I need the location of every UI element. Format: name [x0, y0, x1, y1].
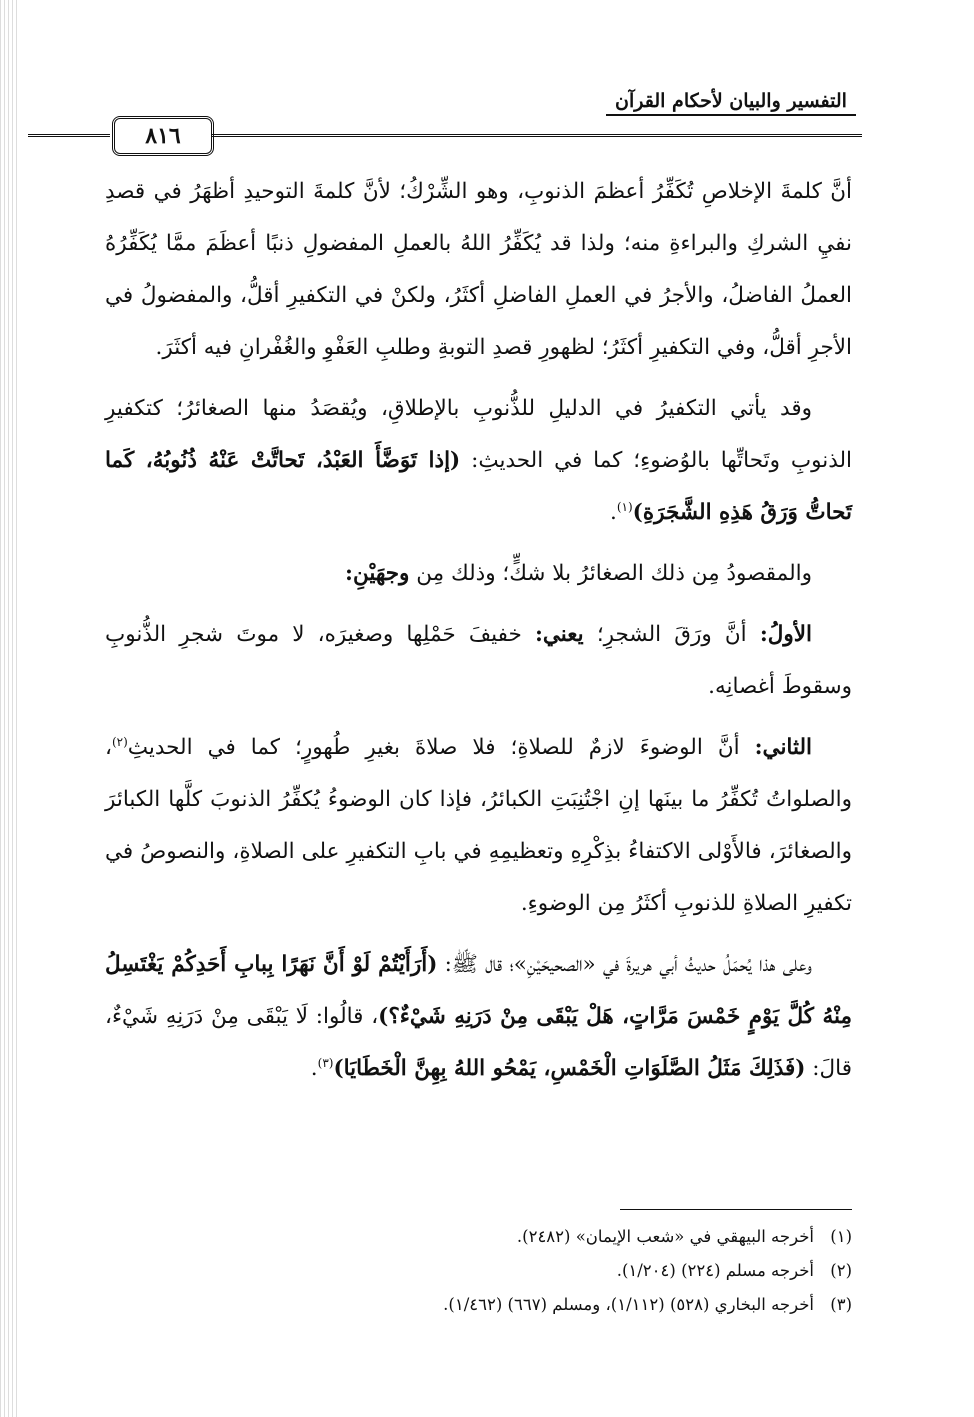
paragraph-5: [105, 722, 852, 930]
paragraph-2-end: .: [610, 500, 617, 525]
paragraph-3-bold: وجهَيْنِ:: [345, 561, 410, 586]
footnote-3: [105, 1288, 852, 1322]
page-number: ٨١٦: [112, 116, 214, 156]
paragraph-3: [105, 548, 852, 600]
footnotes: [105, 1220, 852, 1322]
footnote-ref-3[interactable]: (٣): [317, 1055, 334, 1070]
paragraph-6: [105, 939, 852, 1095]
header-rule-right: [212, 134, 862, 137]
hadith-quote-wudu: (إذا تَوَضَّأَ العَبْدُ، تَحاتَّتْ عَنْهُ ذُنُوبُهُ، كَما تَحاتُّ وَرَقُ هَذِهِ الشَّجَرَةِ): [105, 448, 852, 525]
paragraph-4-text-b: خفيفَ حَمْلِها وصغيرَه، لا موتَ شجرِ الذُّنوبِ وسقوطَ أغصانِه.: [105, 622, 852, 699]
paragraph-4-text-a: أنَّ ورَقَ الشجرِ؛: [583, 622, 760, 647]
page-header: [0, 88, 974, 158]
paragraph-6-text: وعلى هذا يُحمَلُ حديثُ أبي هريرةَ في «الصحيحَيْنِ»؛ قال ﷺ:: [437, 952, 812, 977]
yani-label: يعني:: [534, 622, 584, 647]
footnote-3-text: أخرجه البخاري (٥٢٨) (١/١١٢)، ومسلم (٦٦٧) (١/٤٦٢).: [443, 1295, 814, 1314]
paragraph-4: [105, 609, 852, 713]
footnote-1-number: (١): [830, 1227, 852, 1246]
footnote-2: [105, 1254, 852, 1288]
paragraph-3-text: والمقصودُ مِن ذلك الصغائرُ بلا شكٍّ؛ وذلك مِن: [409, 561, 812, 586]
paragraph-2: [105, 383, 852, 539]
footnote-2-text: أخرجه مسلم (٢٢٤) (١/٢٠٤).: [616, 1261, 814, 1280]
paragraph-5-text-b: ، والصلواتُ تُكفِّرُ ما بينَها إنِ اجْتُنِبَتِ الكبائرُ، فإذا كان الوضوءُ يُكفِّرُ الذنوبَ كلَّها الكبائرَ والصغائرَ، فالأَوْلى الاكتفاءُ بذِكْرِهِ وتعظيمِهِ في بابِ التكفيرِ على الصلاةِ، والنصوصُ في تكفيرِ الصلاةِ للذنوبِ أكثَرُ مِن الوضوءِ.: [105, 735, 852, 916]
footnote-ref-1[interactable]: (١): [616, 499, 633, 514]
footnote-ref-2[interactable]: (٢): [111, 734, 128, 749]
main-text: [105, 166, 852, 1104]
footnote-2-number: (٢): [830, 1261, 852, 1280]
hadith-quote-river: (أَرَأَيْتُمْ لَوْ أَنَّ نَهَرًا بِبابِ أَحَدِكُمْ يَغْتَسِلُ مِنْهُ كُلَّ يَوْمٍ خَمْسَ مَرَّاتٍ، هَلْ يَبْقَى مِنْ دَرَنِهِ شَيْءٌ؟): [105, 952, 852, 1029]
paragraph-6-mid: ، قالُوا: لَا يَبْقَى مِنْ دَرَنِهِ شَيْءٌ، قالَ:: [105, 1004, 852, 1081]
footnote-1-text: أخرجه البيهقي في «شعب الإيمان» (٢٤٨٢).: [516, 1227, 814, 1246]
paragraph-5-text-a: أنَّ الوضوءَ لازمٌ للصلاةِ؛ فلا صلاةَ بغيرِ طُهورٍ؛ كما في الحديثِ: [127, 735, 755, 760]
hadith-quote-prayers: (فَذَلِكَ مَثَلُ الصَّلَوَاتِ الْخَمْسِ، يَمْحُو اللهُ بِهِنَّ الْخَطَايَا): [333, 1056, 806, 1081]
point-2-label: الثاني:: [754, 735, 812, 760]
footnote-separator: [620, 1209, 852, 1210]
paragraph-2-text: وقد يأتي التكفيرُ في الدليلِ للذُّنوبِ بالإطلاقِ، ويُقصَدُ منها الصغائرُ؛ كتكفيرِ الذنوبِ وتَحاتِّها بالوُضوءِ؛ كما في الحديثِ:: [105, 396, 852, 473]
footnote-3-number: (٣): [830, 1295, 852, 1314]
page-edge-scan-texture: [0, 0, 18, 1417]
book-title: التفسير والبيان لأحكام القرآن: [606, 90, 856, 116]
paragraph-6-end: .: [310, 1056, 318, 1081]
paragraph-1: أنَّ كلمةَ الإخلاصِ تُكَفِّرُ أعظمَ الذنوبِ، وهو الشِّرْكُ؛ لأنَّ كلمةَ التوحيدِ أظهَرُ في قصدِ نفيِ الشركِ والبراءةِ منه؛ ولذا قد يُكَفِّرُ اللهُ بالعملِ المفضولِ ذنبًا أعظَمَ ممَّا يُكَفِّرُهُ العملُ الفاضلُ، والأجرُ في العملِ الفاضلِ أكثَرُ، ولكنْ في التكفيرِ أقلُّ، والمفضولُ في الأجرِ أقلُّ، وفي التكفيرِ أكثَرُ؛ لظهورِ قصدِ التوبةِ وطلبِ العَفْوِ والغُفْرانِ فيه أكثَرَ.: [105, 179, 852, 360]
header-rule-left: [28, 134, 110, 137]
point-1-label: الأولُ:: [759, 622, 812, 647]
footnote-1: [105, 1220, 852, 1254]
